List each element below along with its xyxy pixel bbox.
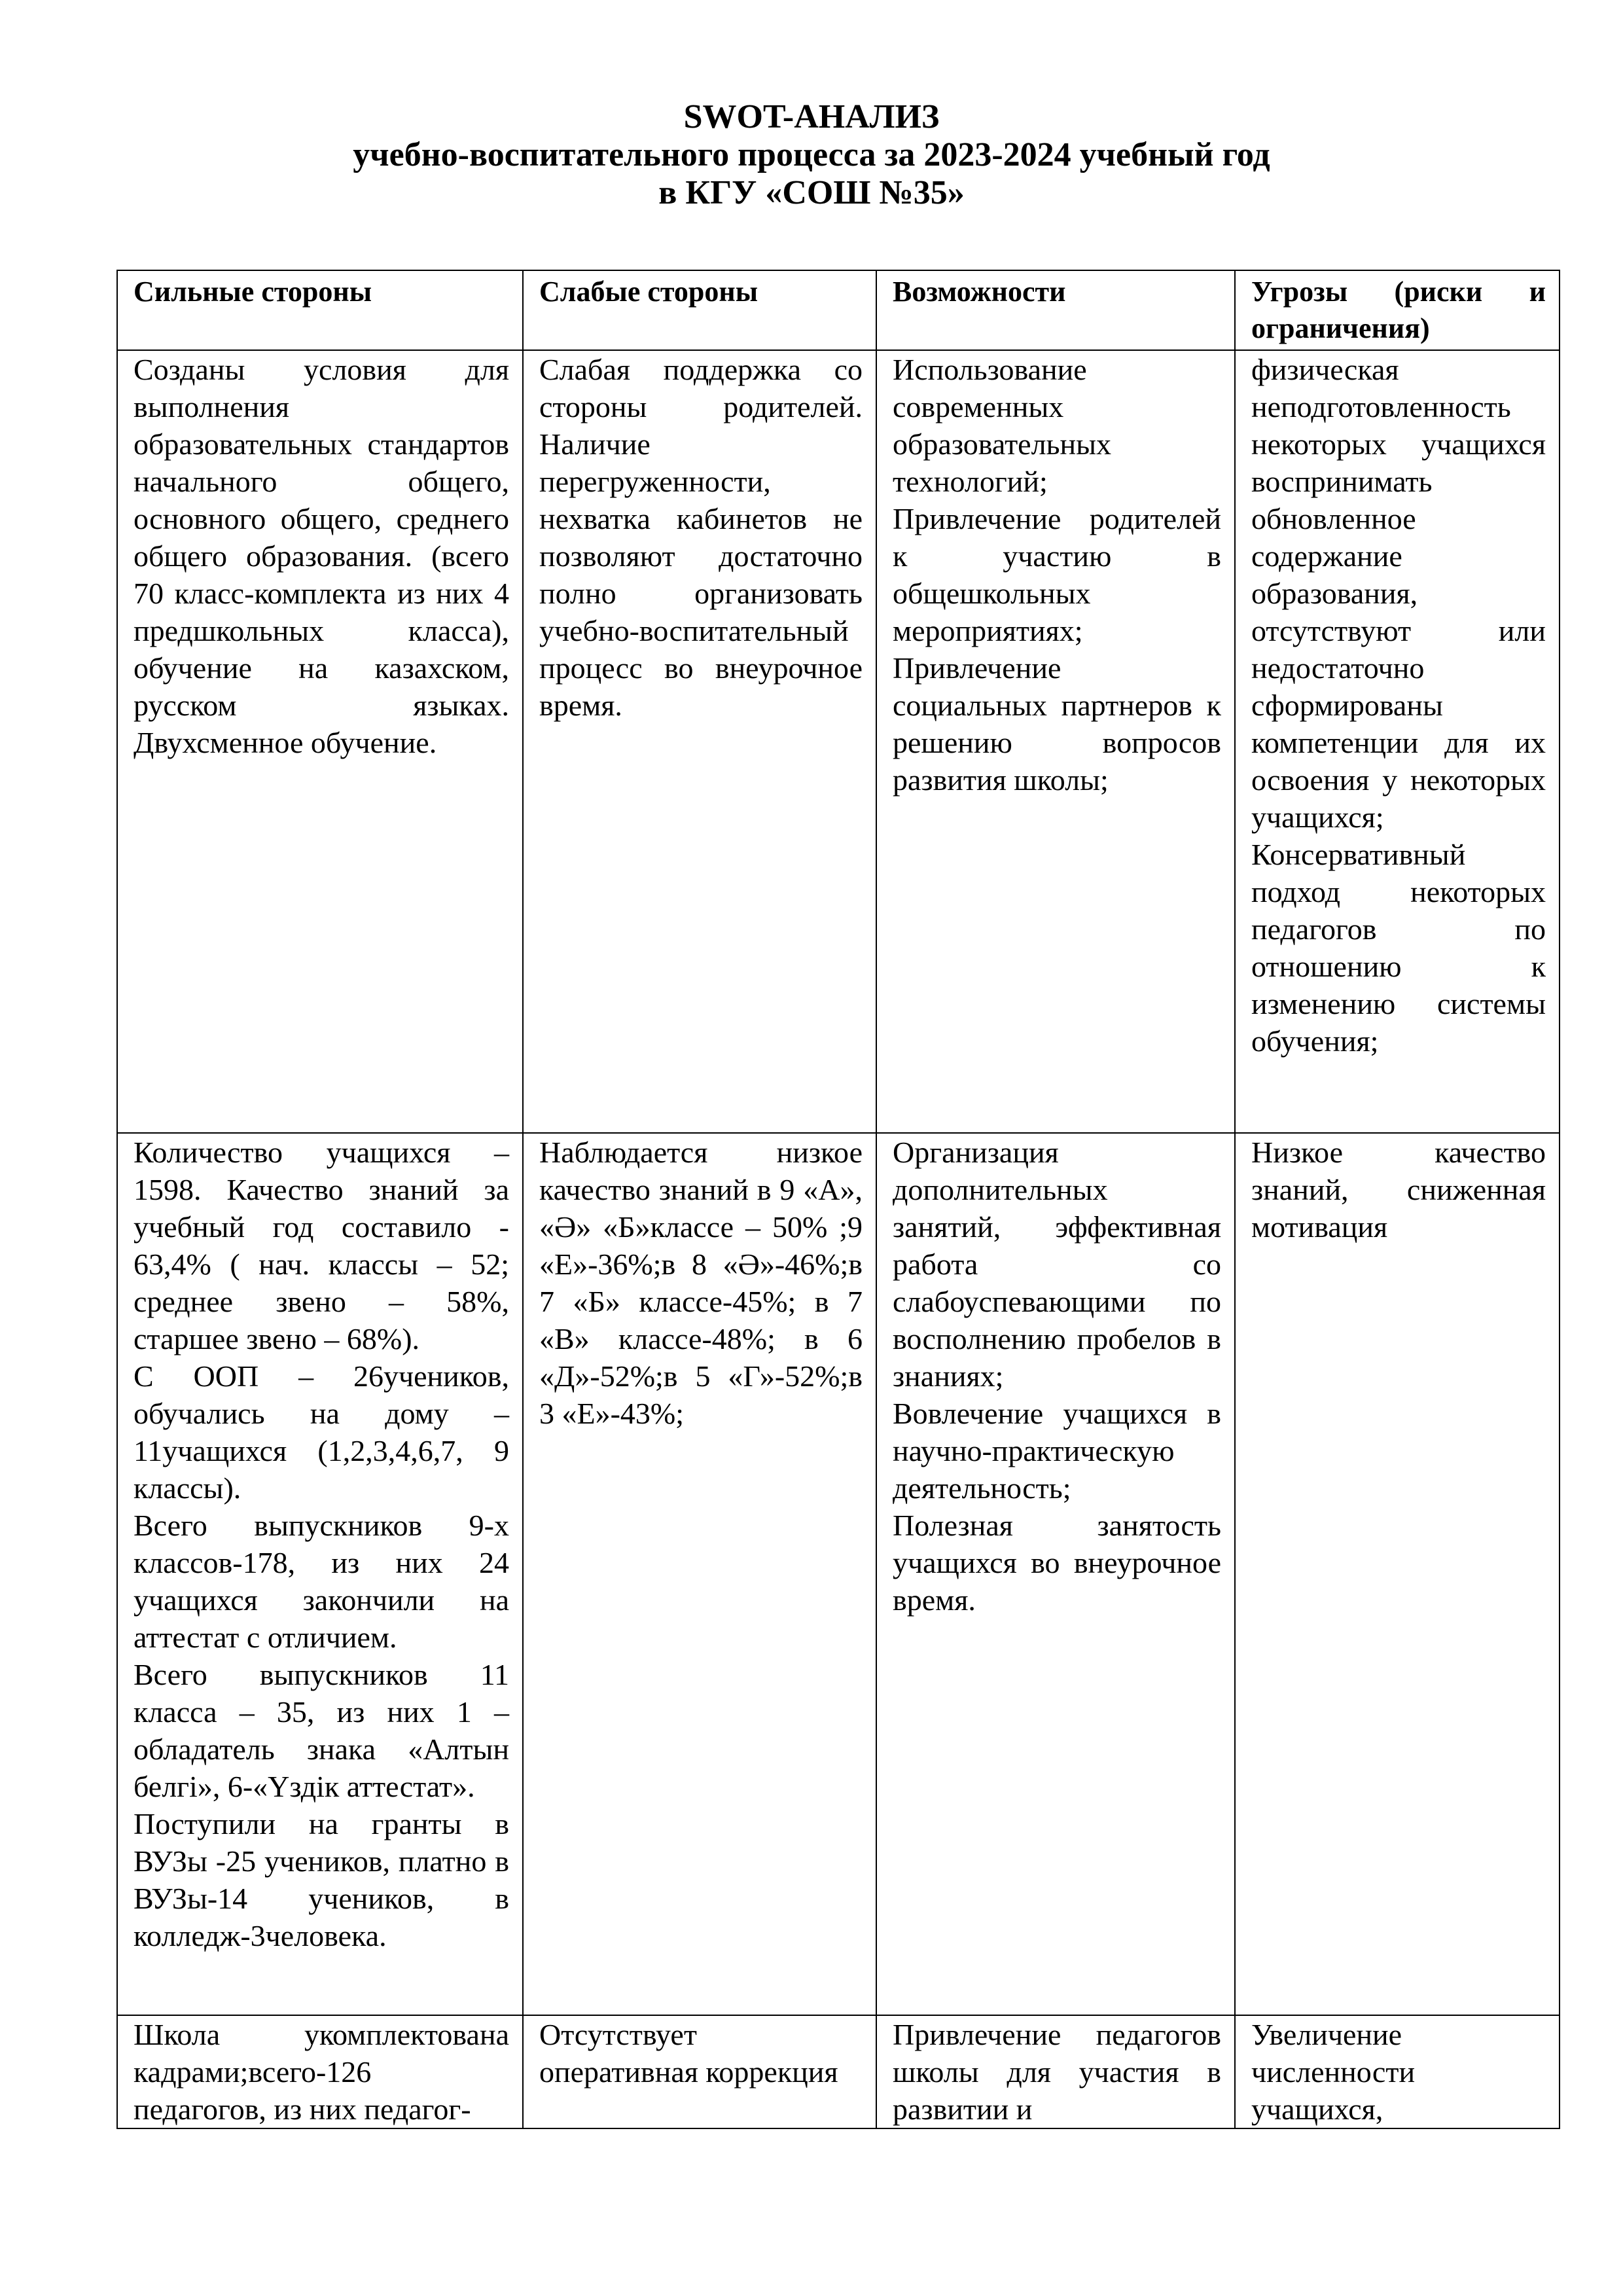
table-row	[117, 350, 1560, 1133]
document-title	[118, 98, 1505, 213]
cell-paragraph: Привлечение родителей к участию в общешкольных мероприятиях;	[893, 502, 1221, 647]
cell-paragraph: Полезная занятость учащихся во внеурочное время.	[893, 1509, 1221, 1617]
cell-strengths	[117, 1133, 523, 2015]
title-line-2: учебно-воспитательного процесса за 2023-2024 учебный год	[353, 136, 1270, 174]
cell-paragraph: Поступили на гранты в ВУЗы -25 учеников, платно в ВУЗы-14 учеников, в колледж-3человека.	[134, 1807, 509, 1952]
table-row	[117, 2015, 1560, 2128]
cell-weaknesses	[523, 2015, 876, 2128]
cell-paragraph: Всего выпускников 9-х классов-178, из них 24 учащихся закончили на аттестат с отличием.	[134, 1509, 509, 1654]
cell-paragraph: Привлечение социальных партнеров к решению вопросов развития школы;	[893, 651, 1221, 797]
cell-paragraph: Увеличение численности учащихся,	[1251, 2018, 1416, 2126]
cell-opportunities	[876, 1133, 1235, 2015]
cell-paragraph: физическая неподготовленность некоторых учащихся воспринимать обновленное содержание образования, отсутствуют или недостаточно сформированы компетенции для их освоения у некоторых учащихся;	[1251, 353, 1546, 834]
cell-strengths	[117, 350, 523, 1133]
swot-table	[116, 270, 1560, 2129]
cell-paragraph: Отсутствует оперативная коррекция	[539, 2018, 838, 2089]
cell-paragraph: Низкое качество знаний, сниженная мотивация	[1251, 1136, 1546, 1244]
cell-paragraph: С ООП – 26учеников, обучались на дому – 11учащихся (1,2,3,4,6,7, 9 классы).	[134, 1359, 509, 1505]
title-line-1: SWOT-АНАЛИЗ	[683, 98, 940, 135]
cell-opportunities	[876, 350, 1235, 1133]
header-threats: Угрозы (риски и ограничения)	[1235, 270, 1560, 350]
cell-paragraph: Созданы условия для выполнения образовательных стандартов начального общего, основного общего, среднего общего образования. (всего 70 класс-комплекта из них 4 предшкольных класса), обучение на казахском, русском языках. Двухсменное обучение.	[134, 353, 509, 759]
cell-weaknesses	[523, 1133, 876, 2015]
cell-paragraph: Количество учащихся – 1598. Качество знаний за учебный год составило - 63,4% ( нач. классы – 52; среднее звено – 58%, старшее звено – 68%).	[134, 1136, 509, 1355]
cell-strengths	[117, 2015, 523, 2128]
cell-paragraph: Наблюдается низкое качество знаний в 9 «А», «Ә» «Б»классе – 50% ;9 «Е»-36%;в 8 «Ә»-46%;в 7 «Б» классе-45%; в 7 «В» классе-48%; в 6 «Д»-52%;в 5 «Г»-52%;в 3 «Е»-43%;	[539, 1136, 863, 1430]
cell-paragraph: Организация дополнительных занятий, эффективная работа со слабоуспевающими по восполнению пробелов в знаниях;	[893, 1136, 1221, 1393]
table-row	[117, 1133, 1560, 2015]
cell-threats	[1235, 1133, 1560, 2015]
header-strengths: Сильные стороны	[117, 270, 523, 350]
cell-paragraph: Использование современных образовательных технологий;	[893, 353, 1112, 498]
cell-weaknesses	[523, 350, 876, 1133]
table-header-row	[117, 270, 1560, 350]
header-opportunities: Возможности	[876, 270, 1235, 350]
cell-paragraph: Слабая поддержка со стороны родителей. Наличие перегруженности, нехватка кабинетов не позволяют достаточно полно организовать учебно-воспитательный процесс во внеурочное время.	[539, 353, 863, 722]
cell-paragraph: Школа укомплектована кадрами;всего-126 педагогов, из них педагог-	[134, 2018, 509, 2126]
header-weaknesses: Слабые стороны	[523, 270, 876, 350]
cell-paragraph: Консервативный подход некоторых педагогов по отношению к изменению системы обучения;	[1251, 838, 1546, 1058]
cell-threats	[1235, 2015, 1560, 2128]
cell-paragraph: Всего выпускников 11 класса – 35, из них 1 – обладатель знака «Алтын белгі», 6-«Үздік аттестат».	[134, 1658, 509, 1803]
cell-paragraph: Привлечение педагогов школы для участия в развитии и	[893, 2018, 1221, 2126]
cell-paragraph: Вовлечение учащихся в научно-практическую деятельность;	[893, 1397, 1221, 1505]
cell-opportunities	[876, 2015, 1235, 2128]
cell-threats	[1235, 350, 1560, 1133]
title-line-3: в КГУ «СОШ №35»	[658, 174, 965, 212]
